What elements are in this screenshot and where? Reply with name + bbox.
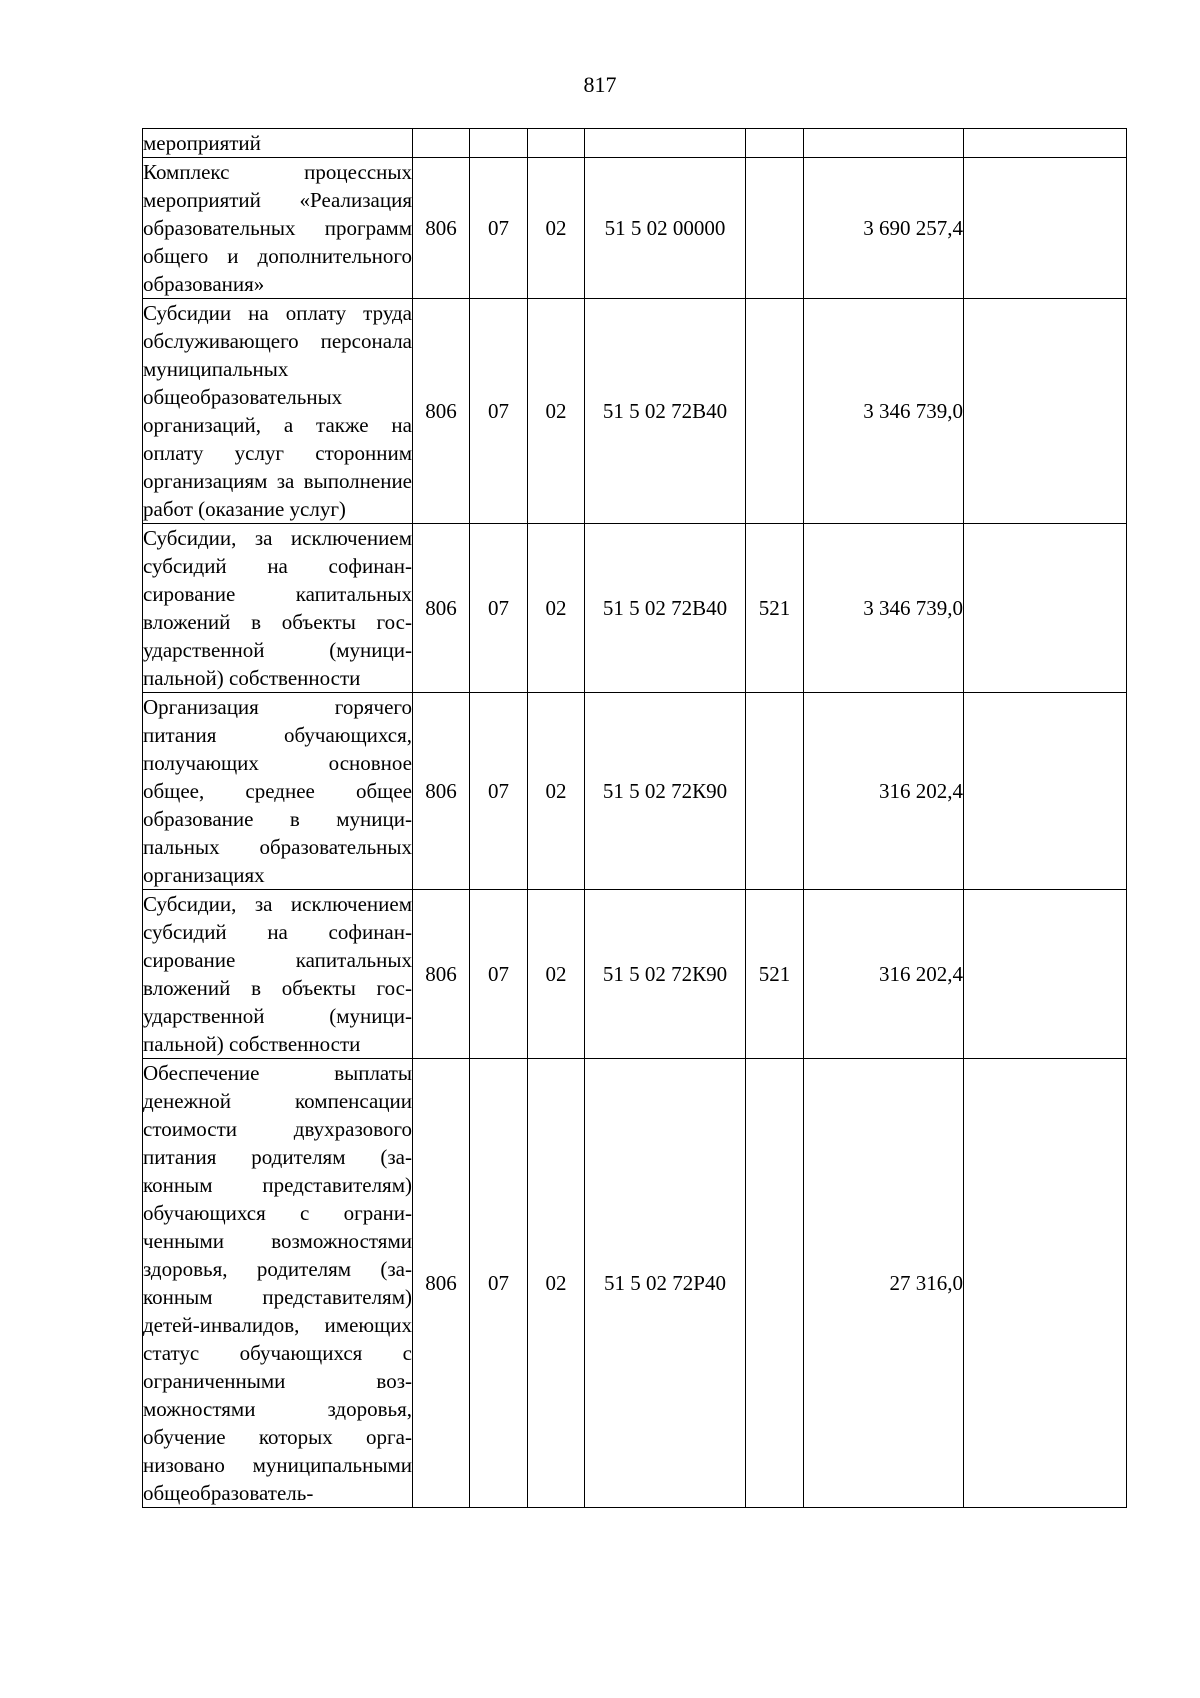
- expense-type-cell: [746, 299, 804, 524]
- amount-cell-2: [964, 299, 1127, 524]
- target-article-cell: 51 5 02 00000: [585, 158, 746, 299]
- row-name: Организация горячего питания обучающихся, получающих основное общее, среднее общее образование в муниципальных образовательных организациях: [143, 693, 413, 890]
- ved-cell: 806: [413, 890, 470, 1059]
- subsection-cell: 02: [528, 890, 585, 1059]
- amount-cell-2: [964, 129, 1127, 158]
- section-cell: 07: [470, 693, 528, 890]
- amount-cell-2: [964, 158, 1127, 299]
- table-row: [143, 158, 1127, 299]
- row-name: Обеспечение выплаты денежной компенсации стоимости двухразового питания родителям (законным представителям) обучающихся с ограниченными возможностями здоровья, родителям (законным представителям) детей-инвалидов, имеющих статус обучающихся с ограниченными возможностями здоровья, обучение которых организовано муниципальными общеобразователь-: [143, 1059, 413, 1508]
- subsection-cell: 02: [528, 693, 585, 890]
- subsection-cell: 02: [528, 158, 585, 299]
- table-row: [143, 693, 1127, 890]
- amount-cell-2: [964, 524, 1127, 693]
- ved-cell: [413, 129, 470, 158]
- table-row: [143, 524, 1127, 693]
- expense-type-cell: [746, 158, 804, 299]
- ved-cell: 806: [413, 299, 470, 524]
- target-article-cell: [585, 129, 746, 158]
- expense-type-cell: [746, 1059, 804, 1508]
- section-cell: 07: [470, 299, 528, 524]
- row-name: Субсидии, за исключением субсидий на софинансирование капитальных вложений в объекты государственной (муниципальной) собственности: [143, 890, 413, 1059]
- expense-type-cell: 521: [746, 524, 804, 693]
- amount-cell: 316 202,4: [804, 890, 964, 1059]
- row-name: мероприятий: [143, 129, 413, 158]
- target-article-cell: 51 5 02 72К90: [585, 890, 746, 1059]
- ved-cell: 806: [413, 158, 470, 299]
- page-number: 817: [583, 72, 617, 97]
- expense-type-cell: 521: [746, 890, 804, 1059]
- subsection-cell: 02: [528, 1059, 585, 1508]
- section-cell: [470, 129, 528, 158]
- amount-cell: 3 690 257,4: [804, 158, 964, 299]
- target-article-cell: 51 5 02 72Р40: [585, 1059, 746, 1508]
- row-name: Субсидии на оплату труда обслуживающего персонала муниципальных общеобразовательных организаций, а также на оплату услуг сторонним организациям за выполнение работ (оказание услуг): [143, 299, 413, 524]
- target-article-cell: 51 5 02 72В40: [585, 524, 746, 693]
- subsection-cell: [528, 129, 585, 158]
- section-cell: 07: [470, 1059, 528, 1508]
- table-row: [143, 890, 1127, 1059]
- expense-type-cell: [746, 693, 804, 890]
- section-cell: 07: [470, 158, 528, 299]
- amount-cell: 316 202,4: [804, 693, 964, 890]
- amount-cell-2: [964, 1059, 1127, 1508]
- ved-cell: 806: [413, 693, 470, 890]
- budget-table: [142, 128, 1127, 1508]
- section-cell: 07: [470, 524, 528, 693]
- subsection-cell: 02: [528, 299, 585, 524]
- amount-cell: 3 346 739,0: [804, 299, 964, 524]
- table-row: [143, 129, 1127, 158]
- target-article-cell: 51 5 02 72К90: [585, 693, 746, 890]
- row-name: Субсидии, за исключением субсидий на софинансирование капитальных вложений в объекты государственной (муниципальной) собственности: [143, 524, 413, 693]
- section-cell: 07: [470, 890, 528, 1059]
- ved-cell: 806: [413, 524, 470, 693]
- amount-cell: 3 346 739,0: [804, 524, 964, 693]
- ved-cell: 806: [413, 1059, 470, 1508]
- amount-cell: [804, 129, 964, 158]
- expense-type-cell: [746, 129, 804, 158]
- table-row: [143, 1059, 1127, 1508]
- amount-cell: 27 316,0: [804, 1059, 964, 1508]
- row-name: Комплекс процессных мероприятий «Реализация образовательных программ общего и дополнительного образования»: [143, 158, 413, 299]
- table-row: [143, 299, 1127, 524]
- amount-cell-2: [964, 693, 1127, 890]
- target-article-cell: 51 5 02 72В40: [585, 299, 746, 524]
- amount-cell-2: [964, 890, 1127, 1059]
- subsection-cell: 02: [528, 524, 585, 693]
